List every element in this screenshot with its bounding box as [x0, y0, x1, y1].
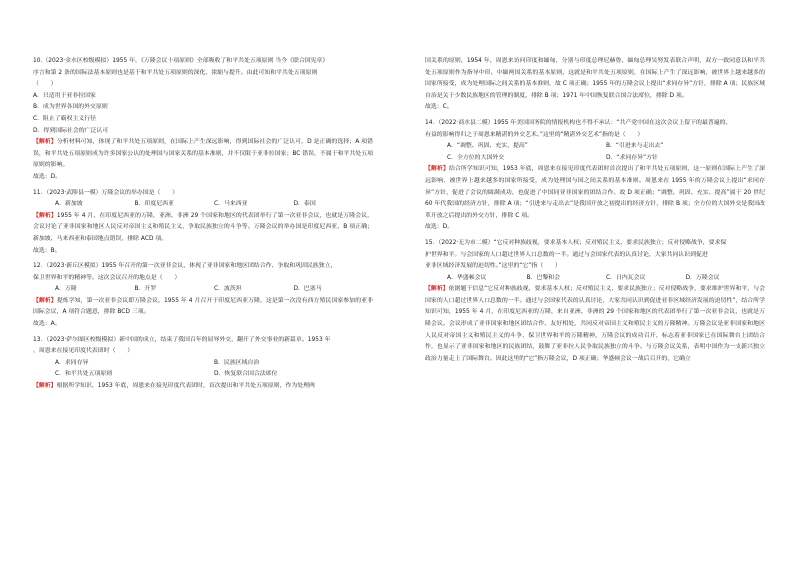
question-stem-line: 保卫世界和平的精神等。这次会议召开的地点是（ ） — [33, 274, 181, 281]
option-item: C．阻止了霸权主义行径 — [33, 115, 97, 122]
analysis-text: 【解析】结合所学知识可知，1953 年底，周恩来在接见印度代表团时首次提出了和平共处五项原则，这一原则在国际上产生了深远影响，被世界上越来越多的国家所接受，成为处理国与国之间关系的基本准则。周恩来在 1955 年的万隆会议上提出“求同存异”方针，促进了会议的圆满成功，也促进了中国同亚非国家的团结合作。故 D 项正确；“调整、巩固、充实、提高”属于 20 世纪 60 年代我国的经济方针，排除 A 项；“引进来与走出去”是我国开放之初提出的经济方针，排除 B 项；全方位的大国外交是我国改革开放之后提出的外交方针，排除 C 项。 — [425, 166, 765, 219]
option-item: C．和平共处五项原则 — [55, 371, 113, 378]
options — [33, 284, 373, 296]
question-stem-line: 有益的影响得归之于周恩来精湛的外交艺术。”这里的“精湛外交艺术”指的是（ ） — [425, 131, 644, 138]
analysis-tag: 【解析】 — [33, 212, 57, 219]
option-item: B．“引进来与走出去” — [606, 143, 664, 150]
question-block — [33, 335, 373, 393]
answer-line: 故选：A。 — [33, 321, 61, 328]
question-block — [33, 188, 373, 258]
question-stem: 11．（2023·武陟县一模）万隆会议的举办国是（ ） — [33, 189, 179, 196]
options — [425, 141, 765, 164]
question-stem-line: 亚非区域经济发展的迫切性。”这里的“它”指（ ） — [425, 263, 561, 270]
analysis-tag: 【解析】 — [425, 166, 449, 173]
option-item: C．波茨坦 — [214, 286, 242, 293]
option-item: D．万隆会议 — [685, 274, 720, 281]
option-item: A．求同存异 — [55, 359, 89, 366]
question-block — [425, 238, 765, 366]
option-item: D．巴塞马 — [293, 286, 322, 293]
question-block — [425, 56, 765, 114]
option-item: B．成为世界各国的外交原则 — [33, 104, 108, 111]
analysis-continued: 国关系的原则，1954 年，周恩来访问印度和缅甸，分别与印度总理尼赫鲁、缅甸总理吴努发表联合声明，双方一致同意以和平共处五项原则作为指导中印、中缅两国关系的基本原则，这就是和平共处五项原则，在国际上产生了深远影响，被世界上越来越多的国家所接受，成为处理国际之间关系的基本准则，故 C 项正确；1955 年的万隆会议上提出“求同存异”方针，排除 A 项；民族区域自治是关于少数民族地区的管理的制度，排除 B 项；1971 年中国恢复联合国合法席位，排除 D 项。 — [425, 58, 765, 99]
left-column — [33, 56, 373, 393]
question-stem-line: 14．（2022·商水县二模）1955 年美国国务院的情报机构也不得不承认：“共产党中国在这次会议上留下的最普遍的、 — [425, 119, 732, 126]
analysis-text: 【解析】分析材料可知，体现了和平共处五项原则，在国际上产生深远影响，得到国际社会的广泛认可，D 是正确的选择；A 项错误，和平共处五项原则成为许多国家公认的处理国与国家关系的基本准则，并不仅限于亚非拉国家；BC 错误，不属于和平共处五项原则的影响。 — [33, 139, 374, 169]
option-item: A．只适用于亚非拉国家 — [33, 92, 96, 99]
options — [33, 199, 373, 211]
question-stem-line: 15．（2022·无为市二模）“它反对种族歧视，要求基本人权；反对殖民主义，要求民族独立；反对侵略战争，要求保 — [425, 239, 727, 246]
question-stem-line: 13．（2023·萨尔图区校级模拟）新中国的成立，结束了我国百年的屈辱外交，翻开了外交事业的新篇章。1953 年 — [33, 336, 331, 343]
option-item: B．巴黎和会 — [526, 274, 560, 281]
analysis-text: 【解析】依据题干信息“它反对种族歧视，要求基本人权；反对殖民主义，要求民族独立；反对侵略战争，要求维护世界和平，与会国家的人口超过世界人口总数的一半。通过与会国家代表的认真讨论，大家共同认识到促进亚非区域经济发展的迫切性”，结合所学知识可知，1955 年 4 月，在印度尼西亚的万隆，来自亚洲、非洲的 29 个国家和地区的代表团举行了第一次亚非会议，也就是万隆会议。会议形成了亚非国家和地区团结合作、友好相处，共同反对帝国主义和殖民主义的万隆精神。万隆会议是亚非国家和地区人民反对帝国主义和殖民主义的斗争，保卫世界和平的万隆精神，万隆会议的成功召开，标志着亚非国家已在国际舞台上团结合作，也显示了亚非国家和地区的民族团结，鼓舞了亚非拉人民争取民族独立的斗争。与万隆会议关系，表明中国作为一支新兴独立政治力量走上了国际舞台。因此这里的“它”指万隆会议，D 项正确；华盛顿会议一战后召开的，它确立 — [425, 286, 765, 362]
analysis-tag: 【解析】 — [425, 286, 449, 293]
option-item: B．民族区域自治 — [214, 359, 260, 366]
analysis-tag: 【解析】 — [33, 383, 57, 390]
option-item: A．“调整、巩固、充实、提高” — [447, 143, 528, 150]
question-stem-line: 护世界和平。与会国家的人口超过世界人口总数的一半。通过与会国家代表的认真讨论，大家共同认识到促进 — [425, 251, 708, 258]
option-item: C．马来西亚 — [214, 201, 248, 208]
question-block — [425, 118, 765, 234]
options — [33, 358, 373, 381]
option-item: C．全方位的大国外交 — [447, 154, 505, 161]
option-item: D．泰国 — [293, 201, 316, 208]
question-stem-line: ，周恩来在接见印度代表团时（ ） — [33, 348, 134, 355]
answer-line: 故选：D。 — [33, 173, 62, 180]
option-item: A．万隆 — [55, 286, 77, 293]
right-column — [425, 56, 765, 365]
option-item: A．华盛顿会议 — [447, 274, 487, 281]
question-stem-line: 序言和第 2 条的国际法基本原则也是基于和平共处五项原则的深化、浓缩与提升。由此可知和平共处五项原则 — [33, 69, 318, 76]
option-item: D．得到国际社会的广泛认可 — [33, 127, 109, 134]
options — [425, 273, 765, 285]
question-stem-line: 10.（2023·金水区校级模拟）1955 年，《万隆会议十项原则》全部吸收了和平共处五项原则 当今《联合国宪章》 — [33, 58, 329, 64]
question-block — [33, 261, 373, 331]
analysis-text: 【解析】根据所学知识，1953 年底，周恩来在接见印度代表团时，首次提出和平共处五项原则，作为处理两 — [33, 383, 315, 390]
answer-line: 故选：B。 — [33, 247, 61, 254]
question-stem-line: （ ） — [33, 81, 57, 88]
analysis-tag: 【解析】 — [33, 139, 57, 146]
question-stem-line: 12．（2023·新丘区模拟）1955 年召开的第一次亚非会议，体现了亚非国家和地区团结合作、争取和巩固民族独立， — [33, 263, 337, 270]
option-item: D．“求同存异”方针 — [606, 154, 658, 161]
analysis-tag: 【解析】 — [33, 297, 57, 304]
option-item: A．新加坡 — [55, 201, 83, 208]
question-block — [33, 56, 373, 184]
option-item: B．开罗 — [134, 286, 157, 293]
answer-line: 故选：D。 — [425, 224, 454, 231]
option-item: C．日内瓦会议 — [606, 274, 646, 281]
option-item: D．恢复联合国合法席位 — [214, 371, 278, 378]
analysis-text: 【解析】1955 年 4 月，在印度尼西亚的万隆，亚洲、非洲 29 个国家和地区的代表团举行了第一次亚非会议，也就是万隆会议，会议讨论了亚非国家和地区人民反对帝国主义和殖民主义、争取民族独立的斗争等。万隆会议的举办国是印度尼西亚，B 项正确；新加坡、马来西亚和泰国地点错误，排除 ACD 项。 — [33, 212, 373, 242]
answer-line: 故选：C。 — [425, 104, 453, 111]
analysis-text: 【解析】提炼学知，第一次亚非会议即万隆会议，1955 年 4 月召开于印度尼西亚万隆，这是第一次没有西方殖民国家参加的亚非国际会议，A 项符合题意，排除 BCD 三项。 — [33, 297, 373, 316]
option-item: B．印度尼西亚 — [134, 201, 174, 208]
